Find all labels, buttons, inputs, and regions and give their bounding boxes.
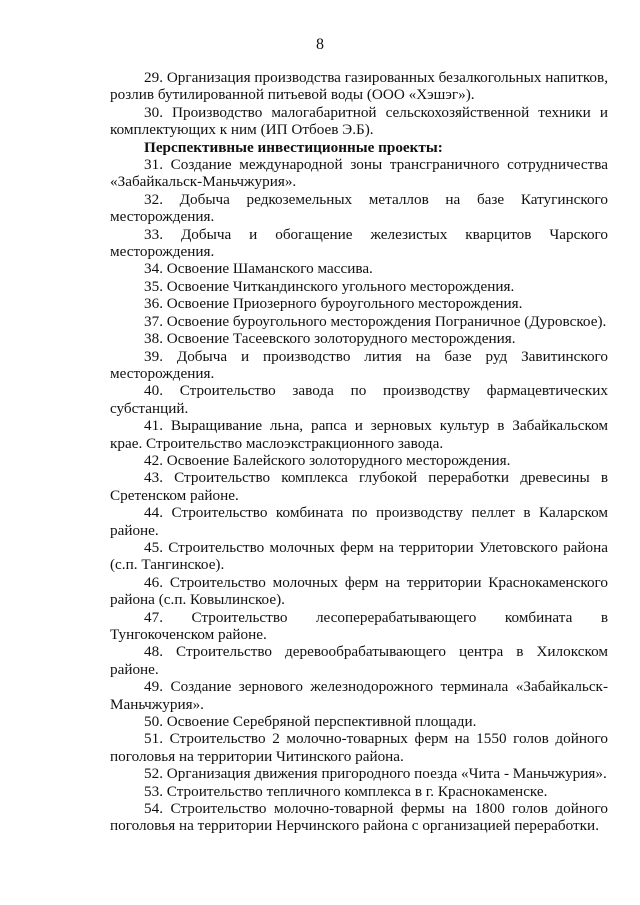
- list-item: 32. Добыча редкоземельных металлов на базе Катугинского месторождения.: [110, 190, 608, 226]
- list-item: 39. Добыча и производство лития на базе руд Завитинского месторождения.: [110, 347, 608, 382]
- section-heading: Перспективные инвестиционные проекты:: [144, 138, 443, 156]
- list-item: 44. Строительство комбината по производству пеллет в Каларском районе.: [110, 504, 608, 539]
- list-item: 31. Создание международной зоны трансграничного сотрудничества «Забайкальск-Маньчжурия».: [110, 156, 608, 191]
- list-item: 42. Освоение Балейского золоторудного месторождения.: [144, 451, 511, 469]
- list-item: 37. Освоение буроугольного месторождения Пограничное (Дуровское).: [144, 312, 607, 330]
- list-item: 51. Строительство 2 молочно-товарных ферм на 1550 голов дойного поголовья на территории Читинского района.: [110, 730, 608, 765]
- list-item: 45. Строительство молочных ферм на территории Улетовского района (с.п. Тангинское).: [110, 538, 608, 574]
- list-item: 43. Строительство комплекса глубокой переработки древесины в Сретенском районе.: [110, 469, 608, 504]
- document-body: [110, 69, 608, 835]
- list-item: 36. Освоение Приозерного буроугольного месторождения.: [144, 295, 523, 313]
- list-item: 29. Организация производства газированных безалкогольных напитков, розлив бутилированной питьевой воды (ООО «Хэшэг»).: [110, 69, 608, 104]
- list-item: 38. Освоение Тасеевского золоторудного месторождения.: [144, 330, 516, 348]
- list-item: 30. Производство малогабаритной сельскохозяйственной техники и комплектующих к ним (ИП Отбоев Э.Б).: [110, 103, 608, 139]
- list-item: 34. Освоение Шаманского массива.: [144, 260, 373, 278]
- list-item: 50. Освоение Серебряной перспективной площади.: [144, 713, 477, 731]
- list-item: 47. Строительство лесоперерабатывающего комбината в Тунгокоченском районе.: [110, 608, 608, 643]
- list-item: 46. Строительство молочных ферм на территории Краснокаменского района (с.п. Ковылинское).: [110, 573, 608, 609]
- list-item: 33. Добыча и обогащение железистых кварцитов Чарского месторождения.: [110, 225, 608, 261]
- list-item: 40. Строительство завода по производству фармацевтических субстанций.: [110, 382, 608, 417]
- list-item: 35. Освоение Читкандинского угольного месторождения.: [144, 277, 515, 295]
- list-item: 48. Строительство деревообрабатывающего центра в Хилокском районе.: [110, 643, 608, 678]
- page-number: 8: [316, 36, 324, 53]
- list-item: 52. Организация движения пригородного поезда «Чита - Маньчжурия».: [144, 765, 607, 783]
- list-item: 41. Выращивание льна, рапса и зерновых культур в Забайкальском крае. Строительство маслоэкстракционного завода.: [110, 417, 608, 452]
- list-item: 54. Строительство молочно-товарной фермы на 1800 голов дойного поголовья на территории Нерчинского района с организацией переработки.: [110, 800, 608, 835]
- list-item: 49. Создание зернового железнодорожного терминала «Забайкальск-Маньчжурия».: [110, 678, 608, 713]
- list-item: 53. Строительство тепличного комплекса в г. Краснокаменске.: [144, 782, 548, 800]
